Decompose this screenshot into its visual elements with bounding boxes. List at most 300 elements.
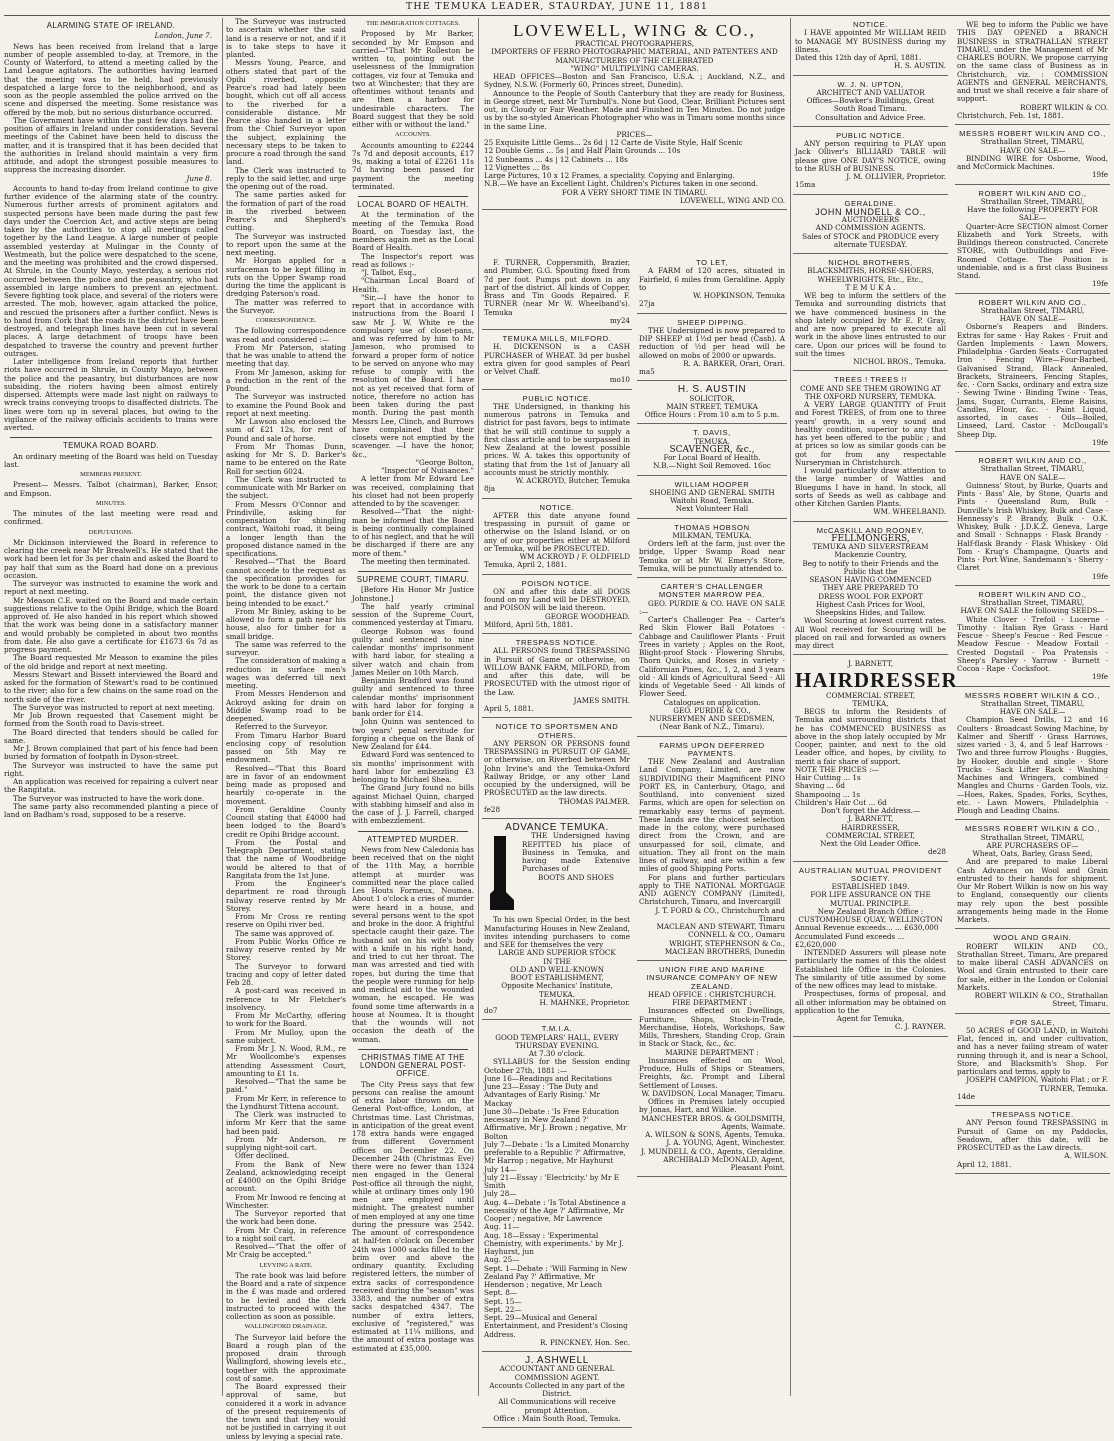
wilkin-implements-ad <box>955 296 1110 453</box>
date: Milford, April 5th, 1881. <box>484 619 573 629</box>
ad-line: PRACTICAL PHOTOGRAPHERS, <box>574 39 695 48</box>
signature: J. M. OLLIVIER, Proprietor. <box>846 172 946 181</box>
ref: my24 <box>609 315 630 325</box>
paragraph: At the termination of the meeting of the Temuka Road Board, on Tuesday last, the members again met as the Local Board of Health. <box>352 210 474 253</box>
ad-heading: THOMAS HOBSON <box>674 522 750 532</box>
paragraph: Referred to the Surveyor. <box>235 722 328 732</box>
ad-text: F. TURNER, Coppersmith, Brazier, and Plumber, G.G. Spouting fixed from 7d per foot. Pumps put down in any part of the district. All kinds of Copper, Brass and Tin Goods Repaired. F. TURNER (near Mr W. Wheelband's). Temuka <box>484 258 630 317</box>
ad-line: BLACKSMITHS, HORSE-SHOERS, WHEELWRIGHTS, Etc., Etc., <box>807 266 934 284</box>
paragraph: The following correspondence was read and considered :— <box>226 326 346 344</box>
ad-heading: PUBLIC NOTICE. <box>522 393 592 403</box>
paragraph: The half yearly criminal session of the Supreme Court, commenced yesterday at Timaru. <box>352 601 474 628</box>
column-3b <box>637 256 787 1179</box>
ad-line: Strathallan Street, TIMARU, <box>980 832 1085 842</box>
ad-line: HAVE ON SALE the following SEEDS— <box>960 606 1105 616</box>
ad-line: Strathallan Street, TIMARU, <box>980 464 1085 474</box>
ad-line: FELLMONGERS, <box>831 533 910 544</box>
headline-ireland: ALARMING STATE OF IRELAND. <box>46 21 176 30</box>
paragraph: The same was referred to the surveyor. <box>226 639 346 657</box>
agent-line: WRIGHT, STEPHENSON & Co., MACLEAN BROTHERS, Dunedin <box>664 938 785 956</box>
syllabus-item: Aug. 11— <box>484 1222 520 1232</box>
trespass-ad <box>482 636 632 718</box>
ad-line: FOR LIFE ASSURANCE ON THE MUTUAL PRINCIPLE. <box>810 890 931 908</box>
paragraph: From Mr Craig, in reference to a night soil cart. <box>226 1225 346 1243</box>
ad-text: Insurances effected on Wool, Produce, Hulls of Ships or Steamers, Freights, &c. Prompt and Liberal Settlement of Losses. <box>639 1055 785 1090</box>
ad-line: TEMUKA AND SILVERSTREAM <box>812 542 929 551</box>
paragraph: Edward Ford was sentenced to six months' imprisonment with hard labor for embezzling £3 belonging to Michael Shea. <box>352 750 474 784</box>
price-line: Children's Hair Cut ... 6d <box>795 797 887 807</box>
ad-text: White Clover · Trefoil · Lucerne · Timothy · Italian Rye Grass · Hard Fescue · Sheep's Fescue · Red Fescue · Meadow Fescue · Meadow Foxtail · Crested Dogstail · Poa Pratensis · Sheep's Parsley · Yarrow · Burnett · Cocoa · Rape · Cocksfoot. <box>957 614 1108 673</box>
column-1 <box>4 18 218 1396</box>
wilkin-purchasers-ad <box>955 822 1110 929</box>
column-4 <box>793 18 1110 1396</box>
ad-text: Announce to the People of South Canterbury that they are ready for Business, in George street, next Mr Turnbull's. None but Good, Clear, Brilliant Pictures sent out, in Cloudy or Fair Weather. Made and Finished in Ten Minutes. Do not judge us by the so-styled American Photographer who was in Timaru some months since in the same Line. <box>484 88 785 131</box>
sportsmen-ad <box>482 720 632 819</box>
paragraph: From Mr Jameson, asking for a reduction in the rent of the Pound. <box>226 367 346 393</box>
paragraph: From Mr Thomas Dunn, asking for Mr S. D. Barker's name to be entered on the Rate Roll for section 6024. <box>226 441 346 476</box>
to-let-ad <box>637 256 787 314</box>
column-4a <box>793 18 958 1039</box>
ad-line: Have the following PROPERTY FOR SALE— <box>967 205 1098 223</box>
subhead: LEVYING A RATE. <box>259 1261 313 1269</box>
wilkin-drills-ad <box>955 689 1110 821</box>
price-line: Accumulated Fund exceeds ... £2,620,000 <box>795 931 905 949</box>
paragraph: The Clerk was instructed to inform Mr Kerr that the same had been paid. <box>226 1110 346 1136</box>
price-line: Large Pictures, 10 x 12 Frames, a speciality. Copying and Enlarging. <box>484 171 735 180</box>
divider <box>358 831 468 832</box>
paragraph: The Surveyor laid before the Board a rough plan of the proposed drain through Wallingford, showing levels etc., together with the approximate cost of same. <box>226 1332 346 1383</box>
ad-text: A VERY LARGE QUANTITY of Fruit and Forest TREES, of from one to three years' growth, in a very sound and healthy condition, superior to any that has yet been offered to the public ; and at prices so low as similar goods can be got for from any respectable Nurseryman in Christchurch. <box>795 400 946 467</box>
ad-line: ARE PURCHASERS OF— <box>986 840 1079 850</box>
syllabus-item: June 30—Debate : 'Is Free Education necessary in New Zealand ?' Affirmative, Mr J. Brown ; negative, Mr Bolton <box>484 1106 627 1141</box>
ad-line: TEMUKA, <box>852 698 889 708</box>
paragraph: The Board directed that tenders should be called for same. <box>4 727 218 745</box>
subhead: THE IMMIGRATION COTTAGES. <box>366 20 460 27</box>
ad-line: FOR A VERY SHORT TIME IN TIMARU. <box>561 187 708 197</box>
wilkin-liquor-ad <box>955 454 1110 586</box>
ad-text: BINDING WIRE for Osborne, Wood, and McCormick Machines. <box>957 153 1108 171</box>
ad-heading: CARTER'S CHALLENGER MONSTER MARROW PEA. <box>658 582 766 600</box>
ad-line: Strathallan Street, TIMARU, <box>980 598 1085 607</box>
ad-line: Consultation and Advice Free. <box>815 112 926 122</box>
ad-line: At 7.30 o'clock. <box>528 1049 586 1058</box>
ad-line: LARGE AND SUPERIOR STOCK <box>498 948 616 958</box>
signature: H. MAHNKE, Proprietor. <box>539 997 630 1007</box>
paragraph: From Mr Binley, asking to be allowed to form a path near his house, also for timber for a small bridge. <box>226 606 346 641</box>
ad-line: PRICES— <box>616 129 653 139</box>
paragraph: News has been received from Ireland that a large number of people assembled to-day, at Tremore, in the County of Waterford, to attend a meeting called by the Land League agitators. The authorities having learned that the meeting was to be held, had previously despatched a large force to the neighborhood, and as soon as the people assembled the police arrived on the scene and dispersed the meeting. Some resistance was offered by the mob, but no serious disturbance occurred. <box>4 41 218 117</box>
agent-line: ARCHIBALD McDONALD, Agent, Pleasant Point. <box>663 1154 785 1172</box>
column-3a <box>482 256 632 1430</box>
column-rule <box>478 18 479 1396</box>
signature: A. WILSON. <box>1064 1151 1108 1161</box>
ad-text: WE beg to inform the Public we have THIS DAY OPENED a BRANCH BUSINESS in STRATHALLAN STREET TIMARU, under the Management of Mr CHARLES BOURN. We propose carrying on the same class of Business as in Christchurch, viz. : COMMISSION AGENTS and GENERAL MERCHANTS, and trust we shall receive a fair share of support. <box>957 20 1108 104</box>
signature: ROBERT WILKIN & CO. <box>1020 102 1108 112</box>
ref: 19fe <box>1091 437 1108 447</box>
syllabus-item: July 7—Debate : 'Is a Limited Monarchy preferable to a Republic ?' Affirmative, Mr Harrop ; negative, Mr Hayhurst <box>484 1139 630 1166</box>
ref: 8ja <box>484 484 496 494</box>
ref: 15ma <box>795 180 816 190</box>
ad-text: THE Undersigned, in thanking his numerous patrons in Temuka and district for past favors, begs to intimate that he will still continue to supply a first class article and to be surpassed in New Zealand at the lowest possible prices. W. A. takes this opportunity of stating that from the 1st of January all accounts must be strictly monthly. <box>484 401 630 477</box>
paragraph: From Mr Inwood re fencing at Winchester. <box>226 1192 346 1210</box>
signature: R. A. BARKER, Orari, Orari. <box>683 358 785 368</box>
ashwell-ad <box>482 1354 632 1428</box>
public-notice-ad <box>482 392 632 499</box>
notice-ad <box>482 501 632 575</box>
ad-text: Osborne's Reapers and Binders. Extras for same · Hay Rakes · Fruit and Garden Implements · Lawn Mowers, Philadelphia · Garden Seats · Corrugated Iron · Fencing Wire—Four-Barbed, Galvanised Strand, Black Annealed, Brackets, Straineers, Fencing Staples, &c. · Corn Sacks, ordinary and extra size · Sewing Twine · Binding Twine · Teas, Jams, Sugar, Currants, Eleme Raisins, Candles, Flour, &c. · Paint Liquid, assorted, in cases · Oils—Boiled, Linseed, Lard, Castor · McDougall's Sheep Dip. <box>957 322 1108 439</box>
subhead: MINUTES. <box>96 499 126 507</box>
subhead: MEMBERS PRESENT. <box>80 471 142 478</box>
fellmongers-ad <box>793 524 948 656</box>
ad-heading: TRESPASS NOTICE. <box>515 638 599 647</box>
upton-ad <box>793 78 948 127</box>
paragraph: The Surveyor was instructed to report at next meeting. <box>13 702 215 712</box>
ref: 19fe <box>1091 672 1108 682</box>
paragraph: From Mr J. N. Wood, R.M., re Mr Woollcombe's expenses attending Assessment Court, amounting to £1 1s. <box>226 1044 346 1078</box>
paragraph: From Geraldine County Council stating that £4000 had been lodged to the Board's credit re Opihi Bridge account. <box>226 804 346 839</box>
paragraph: A post-card was received in reference to Mr Fletcher's insolvency. <box>226 986 346 1012</box>
signature: THOMAS PALMER. <box>558 796 630 806</box>
ad-heading: SHEEP DIPPING. <box>677 317 747 327</box>
headline-health: LOCAL BOARD OF HEALTH. <box>357 200 469 209</box>
divider <box>358 196 468 197</box>
ad-text: Guinness' Stout, by Burke, Quarts and Pints · Bass' Ale, by Stone, Quarts and Pints · Queensland Rum, Bulk · Dunville's Irish Whiskey, Bulk and Case · Hennessy's P. Brandy, Bulk · O.K. Whiskey, Bulk · J.D.K.Z. Geneva, Large and Small · Schnapps · Flask Brandy · Half-flask Brandy · Flask Whiskey · Old Tom · Krug's Champagne, Quarts and Pints · Port Wine, Sandemann's · Sherry · Claret <box>957 480 1108 573</box>
price-line: 12 Double Gems ... 5s | and Half Plain Grounds ... 10s <box>484 146 681 156</box>
paragraph: Mr Meason C.E. waited on the Board and made certain suggestions relative to the Opihi Bridge, which the Board approved of. He also handed in his report which showed that the work was being done in a satisfactory manner and would probably be completed in about two months from date. He also gave a certificate for £1673 6s 7d as progress payment. <box>4 595 218 654</box>
paragraph: "J. Talbot, Esq., <box>361 268 417 277</box>
signature: NICHOL BROS., Temuka. <box>853 357 946 366</box>
paragraph: From Mr Kerr, in reference to the Lyndhurst Tittena account. <box>226 1093 346 1111</box>
date: April 12, 1881. <box>957 1159 1012 1169</box>
ad-line: Strathallan Street, TIMARU, <box>980 137 1085 147</box>
paragraph: The Clerk was instructed to communicate with Mr Barker on the subject. <box>226 474 346 501</box>
ref: 14de <box>957 1091 976 1101</box>
ad-line: HAIRDRESSER, <box>841 822 900 832</box>
ad-line: Mackenzie Country, <box>834 550 907 560</box>
union-ad <box>637 963 787 1177</box>
advance-temuka-ad <box>482 821 632 1020</box>
syllabus-item: July 14— <box>484 1164 517 1174</box>
paragraph: The same party also recommended planting a piece of land on Badham's road, supposed to be a reserve. <box>4 801 218 819</box>
purdie-ad <box>637 580 787 737</box>
ad-line: Waitohi Road, Temuka. <box>670 496 754 505</box>
paragraph: Mr Dickinson interviewed the Board in reference to clearing the creek near Mr Brealwell's. He stated that the work had been let for 3s per chain and asked the Board to pay half that sum as the Board had done on a previous occasion. <box>4 537 218 580</box>
ref: mo10 <box>609 375 630 385</box>
ad-line: Next Volunteer Hall <box>675 504 749 514</box>
paragraph: From Timaru Harbor Board enclosing copy of resolution passed on 5th May re endowment. <box>226 730 346 765</box>
divider <box>358 571 468 572</box>
ad-heading: JOHN MUNDELL & CO., <box>815 206 926 217</box>
sheep-ad <box>637 316 787 382</box>
paragraph: Present— Messrs. Talbot (chairman), Barker, Ensor, and Empson. <box>4 480 218 498</box>
paragraph: The minutes of the last meeting were read and confirmed. <box>4 509 218 527</box>
column-rule <box>790 18 791 1396</box>
ad-heading: J. ASHWELL <box>525 1355 589 1366</box>
paragraph: Resolved—"That the same be paid." <box>226 1077 346 1095</box>
ref: 27ja <box>639 299 655 309</box>
ad-line: HEAD OFFICE : CHRISTCHURCH. <box>647 989 777 999</box>
headline-road-board: TEMUKA ROAD BOARD. <box>62 441 159 451</box>
ad-line: IMPORTERS OF FERRO PHOTOGRAPHIC MATERIAL, AND PATENTEES AND MANUFACTURERS OF THE CELEBRATED <box>491 47 778 65</box>
agent-line: J. T. FORD & CO., Christchurch and Timaru <box>655 905 785 923</box>
paragraph: From the Postal and Telegraph Department, stating that the name of Woodbridge would be altered to that of Rangitata from the 1st June. <box>226 837 346 880</box>
masthead: THE TEMUKA LEADER, STAURDAY, JUNE 11, 1881 <box>405 1 709 12</box>
paragraph: From Public Works Office re railway reserve rented by Mr Storey. <box>226 936 346 963</box>
paragraph: An application was received for repairing a culvert near the Rangitata. <box>4 777 218 795</box>
ad-line: Next the Old Leader Office. <box>820 839 921 848</box>
syllabus-item: Sept. 1—Debate : 'Will Farming in New Zealand Pay ?' Affirmative, Mr Henderson ; negative, Mr Leach <box>484 1263 628 1289</box>
ad-text: Insurances effected on Dwellings, Furniture, Shops, Stock-in-Trade, Merchandise, Hotels, Workshops, Saw Mills, Threshers, Standing Crop, Grain in Stack or Stack, &c., &c. <box>639 1006 785 1049</box>
ad-line: ACCOUNTANT AND GENERAL COMMISSION AGENT. <box>499 1364 615 1382</box>
syllabus-item: Aug. 4—Debate : 'Is Total Abstinence a necessity of the Age ?' Affirmative, Mr Cooper ; negative, Mr Lawrence <box>484 1197 626 1223</box>
subhead: DEPUTATIONS. <box>88 528 134 536</box>
austin-notice-ad <box>793 18 948 76</box>
paragraph: Resolved—"That this Board are in favor of an endowment being made as proposed and heartily co-operate in the movement. <box>226 763 346 806</box>
paragraph: The Board requested Mr Meason to examine the piles of the old bridge and report at next meeting. <box>4 653 218 671</box>
date: April 5, 1881. <box>484 704 534 713</box>
poison-ad <box>482 577 632 635</box>
ad-line: BOOTS AND SHOES <box>538 872 614 882</box>
ad-heading: TO LET, <box>696 258 728 267</box>
paragraph: "Chairman Local Board of Health. <box>352 276 474 294</box>
austin-ad <box>637 383 787 424</box>
ref: 19fe <box>1091 279 1108 289</box>
ad-text: ROBERT WILKIN AND CO., Strathallan Street, Timaru, Are prepared to make liberal CASH ADVANCES on Wool and Grain entrusted to their care for sale, either in the London or Colonial Markets. <box>957 941 1108 992</box>
signature: "Inspector of Nuisances." <box>381 466 474 475</box>
paragraph: Resolved—"That the Board cannot accede to the request as the specification provides for the work to be done to a certain point, the distance given not being intended to be exact." <box>226 557 346 608</box>
ad-line: MAIN STREET, TEMUKA <box>666 401 758 411</box>
ad-line: T E M U K A . <box>845 282 896 292</box>
ad-heading: NOTICE. <box>853 20 888 29</box>
ad-line: Accounts Collected in any part of the District. <box>489 1380 625 1398</box>
ad-text: Quarter-Acre SECTION almost Corner Elizabeth and York Streets, with Buildings thereon constructed. Concrete STORE, with Outbuildings and Five-Roomed Cottage. The Position is undeniable, and is a first class Business Stand. <box>957 221 1108 280</box>
ad-line: SCAVENGER, &c., <box>669 444 755 455</box>
agent-line: J. A. YOUNG, Agent, Winchester. <box>666 1138 785 1148</box>
ad-line: Beg to notify to their Friends and the Public that the <box>802 558 939 576</box>
syllabus-item: Sept. 22— <box>484 1304 522 1314</box>
ad-text: I HAVE appointed Mr WILLIAM REID to MANAGE MY BUSINESS during my illness. <box>795 28 946 54</box>
ad-text: WE beg to inform the settlers of the Temuka and surrounding districts that we have commenced business in the shop lately occupied by Mr E. P. Gray, and are now prepared to execute all work in the above lines entrusted to our care. Upon our prices will be found to suit the times <box>795 291 946 358</box>
ad-line: Agent for Temuka, <box>836 1014 905 1023</box>
paragraph: The consideration of making a reduction in surface men's wages was deferred till next meeting. <box>226 656 346 690</box>
headline-murder: ATTEMPTED MURDER. <box>367 834 459 844</box>
wilson-trespass-ad <box>955 1108 1110 1174</box>
ad-heading: ROBERT WILKIN AND CO., <box>978 188 1087 198</box>
syllabus-item: June 16—Readings and Recitations <box>484 1073 612 1083</box>
ad-line: Office Hours : From 10 a.m to 5 p.m. <box>644 410 780 419</box>
ad-line: THEY ARE PREPARED TO <box>822 583 919 593</box>
paragraph: The matter was referred to the Surveyor. <box>226 297 346 315</box>
signature: W. ACKROYD, Butcher, Temuka <box>515 476 630 485</box>
ad-line: AND COMMISSION AGENTS. <box>815 223 926 233</box>
ad-heading: TEMUKA MILLS, MILFORD. <box>502 334 612 343</box>
paragraph: Mr Job Brown requested that Casement might be formed from the South road to Davis-street. <box>4 711 218 729</box>
ad-line: BOOT ESTABLISHMENT, <box>510 973 604 982</box>
date: Dated this 12th day of April, 1881. <box>795 53 922 62</box>
mundell-ad <box>793 197 948 255</box>
nichol-ad <box>793 256 948 371</box>
paragraph: [Before His Honor Mr Justice Johnstone.] <box>352 585 474 603</box>
signature: H. S. AUSTIN. <box>894 61 946 71</box>
ad-line: HAVE ON SALE— <box>999 707 1066 716</box>
ad-text: Offices in Premises lately occupied by Jonas, Hart, and Wilkie. <box>639 1097 785 1115</box>
paragraph: A letter from Mr Edward Lee was received, complaining that his closet had not been properly attended to by the scavenger. <box>352 474 474 508</box>
ad-heading: ROBERT WILKIN AND CO., <box>978 297 1087 307</box>
paragraph: The Grand Jury found no bills against Michael Quinn, charged with stabbing himself and also in the case of J. J. Farrell, charged with embezzlement. <box>352 783 474 826</box>
agent-line: J. MUNDELL & CO., Agents, Geraldine. <box>641 1146 785 1156</box>
signature: WM ACKROYD / F. OLDFIELD <box>519 552 630 561</box>
ad-title: LOVEWELL, WING & CO., <box>513 21 756 40</box>
davis-ad <box>637 426 787 475</box>
ad-text: A FARM of 120 acres, situated in Fairfield, 6 miles from Geraldine. Apply to <box>639 266 785 292</box>
paragraph: The Surveyor was instructed to ascertain whether the said land is a reserve or not, and if it is to take steps to have it planted. <box>226 17 346 59</box>
paragraph: From Mr McCarthy, offering to work for the Board. <box>226 1011 346 1029</box>
column-2a <box>226 17 346 1441</box>
column-rule <box>222 18 223 1396</box>
ad-title: HAIRDRESSER <box>795 667 958 692</box>
agent-line: MANCHESTER BROS. & GOLDSMITH, Agents, Waimate. <box>641 1113 785 1131</box>
syllabus-item: June 23—Essay : 'The Duty and Advantages of Early Rising.' Mr Mackay <box>484 1082 600 1108</box>
paragraph: Benjamin Bradford was found guilty and sentenced to three calendar months' imprisonment with hard labor for forging a bank order for £14. <box>352 676 474 718</box>
divider <box>358 1049 468 1050</box>
paragraph: The rate book was laid before the Board and a rate of sixpence in the £ was made and ordered to be levied and the clerk instructed to proceed with the collection as soon as possible. <box>226 1270 346 1321</box>
ad-heading: FOR SALE, <box>1009 1017 1056 1027</box>
paragraph: The Surveyor reported that the work had been done. <box>226 1209 346 1227</box>
paragraph: From Messrs Henderson and Ackroyd asking for drain on Middle Swamp road to be deepened. <box>226 689 346 723</box>
ad-text: And are prepared to make Liberal Cash Advances on Wool and Grain entrusted to their hands for shipment. Our Mr Robert Wilkin is now on his way to England, consequently our clients may rely upon the best possible arrangements being made in the Home Markets. <box>957 857 1108 924</box>
ad-line: Opposite Mechanics' Institute, TEMUKA. <box>501 981 613 999</box>
signature: ROBERT WILKIN & CO., Strathallan Street, Timaru. <box>974 991 1108 1009</box>
mills-ad <box>482 332 632 390</box>
hooper-ad <box>637 478 787 519</box>
ad-line: Strathallan Street, TIMARU, <box>980 305 1085 315</box>
paragraph: The same was approved of. <box>235 928 335 938</box>
paragraph: An ordinary meeting of the Board was held on Tuesday last. <box>4 451 218 469</box>
syllabus-item: Aug. 18—Essay : 'Experimental Chemistry, with experiments.' by Mr J. Hayhurst, jun <box>484 1230 624 1256</box>
column-4b <box>955 18 1110 1176</box>
ad-line: J. BARNETT, <box>847 659 894 669</box>
ad-line: "WING" MULTIPLYING CAMERAS. <box>570 63 699 73</box>
wilkin-property-ad <box>955 187 1110 294</box>
signature: GEORGE WOODHEAD. <box>545 611 630 621</box>
syllabus-item: Sept. 15— <box>484 1296 522 1306</box>
headline-christmas: CHRISTMAS TIME AT THE LONDON GENERAL POST-OFFICE. <box>359 1052 467 1079</box>
ad-text: Wool Scouring at lowest current rates. All Wool received for Scouring will be placed on rail and forwarded as owners may direct <box>795 616 946 650</box>
turner-ad <box>482 256 632 330</box>
ad-line: Don't forget the Address.— <box>820 806 921 815</box>
lovewell-ad <box>482 18 787 210</box>
paragraph: Offer declined. <box>235 1151 290 1161</box>
ref: de28 <box>927 847 946 857</box>
ad-text: ON and after this date all DOGS found on my Land will be DESTROYED, and POISON will be laid thereon. <box>484 586 630 613</box>
signature: LOVEWELL, WING AND CO. <box>679 195 785 205</box>
hobson-ad <box>637 521 787 579</box>
ad-line: COMMERCIAL STREET, <box>826 690 915 700</box>
amp-ad <box>793 864 948 1037</box>
ad-heading: WOOL AND GRAIN. <box>993 933 1072 943</box>
boot-icon <box>486 834 516 914</box>
trees-ad <box>793 373 948 521</box>
ad-text: THE Undersigned is now prepared to DIP SHEEP at 1½d per head (Cash). A reduction of ½d per head will be allowed on mobs of 2000 or upwards. <box>639 325 785 360</box>
ad-heading: GERALDINE. <box>844 198 897 208</box>
column-2b <box>352 18 474 1396</box>
paragraph: News from New Caledonia has been received that on the night of the 11th May, a horrible attempt at murder was committed near the place called Les Houts Formeux, Noumea. About 1 o'clock a cries of murder were heard in a house, and several persons went to the spot and broke in the door. A frightful spectacle caught their gaze. The husband sat on his wife's body with a knife in his right hand, and tried to cut her throat. The man was arrested and tied with ropes, but during the time that the people were running for help and medical aid to the wounded woman, he escaped. He was found some time afterwards in a house at Noumea. It is thought that the wounds will not occasion the death of the woman. <box>352 844 474 1044</box>
paragraph: Resolved—"That the night-man be informed that the Board is being continually complained to of his neglect, and that he will be discharged if there are any more of them." <box>352 507 474 558</box>
signature: JAMES SMITH. <box>573 695 630 705</box>
syllabus-item: July 28— <box>484 1189 517 1199</box>
paragraph: The Board expressed their approval of same, but considered it a work in advance of the present requirements of the town and that they would not be justified in carrying it out unless by levying a special rate. <box>226 1382 346 1441</box>
ad-line: CUSTOMHOUSE QUAY, WELLINGTON <box>798 915 943 924</box>
agent-line: MACLEAN AND STEWART, Timaru <box>656 922 785 931</box>
ad-heading: W. J. N. UPTON, <box>837 79 904 89</box>
signature: JOSEPH CAMPION, Waitohi Flat ; or F. TURNER, Temuka. <box>966 1075 1108 1093</box>
ad-text: INTENDED Assurers will please note particularly the names of this the oldest Established life Office in the Colonies. The similarity of title assumed by some of the new offices may lead to mistake. <box>795 948 946 990</box>
ad-line: HAVE ON SALE— <box>999 472 1066 482</box>
ad-text: Orders left at the farm, just over the bridge, Upper Swamp Road near Temuka or at Mr W. Emery's Store, Temuka, will be punctually attended to. <box>639 539 785 573</box>
ad-line: IN THE <box>543 956 571 966</box>
ad-text: I would particularly draw attention to the large number of Wattles and Bluegums I have in hand. In stock, all sorts of Seeds as well as cabbage and other Kitchen Garden Plants. <box>795 466 946 508</box>
column-3 <box>482 18 787 1423</box>
paragraph: From Mr Mulloy, upon the same subject. <box>226 1027 346 1045</box>
price-line: Shaving ... 6d <box>795 781 846 791</box>
ad-line: Catalogues on application. <box>663 697 761 707</box>
paragraph: Accounts amounting to £2244 7s 7d and deposit accounts, £17 9s, making a total of £2261 11s 7d having been passed for payment the meeting terminated. <box>352 140 474 191</box>
ad-text: Carter's Challenger Pea · Carter's Red Skin Flower Ball Potatoes · Cabbage and Cauliflower Plants · Fruit Trees in variety ; Apples on the Root, Blight-proof Stock · Flowering Shrubs, Thorn Quicks, and Roses in variety · Californian Pines, &c., 1, 2, and 3 years old · All kinds of Agricultural Seed · All kinds of Vegetable Seed · All kinds of Flower Seed. <box>639 615 785 699</box>
ad-heading: TREES ! TREES !! <box>834 375 907 385</box>
headline-supreme-court: SUPREME COURT, TIMARU. <box>356 575 470 584</box>
ad-text: ANY Person found TRESPASSING in Pursuit of Game on my Paddocks, Seadown, after this date, will be PROSECUTED as the Law directs. <box>957 1118 1108 1152</box>
wilkin-wire-ad <box>955 127 1110 185</box>
ad-text: ALL PERSONS found TRESPASSING in Pursuit of Game or otherwise, on WILLOW BANK FARM, MILFORD, from and after this date, will be PROSECUTED with the utmost rigor of the Law. <box>484 646 630 697</box>
ad-heading: NOTICE TO SPORTSMEN AND OTHERS. <box>495 722 619 740</box>
ad-line: COME AND SEE THEM GROWING AT THE OXFORD NURSERY, TEMUKA. <box>800 383 941 401</box>
ad-line: N.B.—Night Soil Removed. 16oc <box>653 461 771 471</box>
paragraph: The Clerk was instructed to reply to the said letter, and urge the opening out of the road. <box>226 165 346 191</box>
paragraph: From Mr Anderson, re supplying night-soil cart. <box>226 1134 346 1152</box>
ad-line: AUCTIONEERS <box>841 215 900 224</box>
paragraph: Later intelligence from Ireland reports that further riots have occurred in Shrule, in County Mayo, between the police and the peasantry, but disturbances are now subsiding, the rioters having been almost entirely dispersed. Attempts were made last night on railways to wreck trains conveying troops to disaffected districts. The lines were torn up in several places, but owing to the vigilance of the railway officials accidents to trains were averted. <box>4 357 218 432</box>
ad-text: Prospectuses, forms of proposal, and all other information may be obtained on application to the <box>795 989 946 1015</box>
paragraph: "Sir,—I have the honor to report that in accordance with instructions from the Board I saw Mr J. W. White re the compulsory use of closet-pans, and was referred by him to Mr Jameson, who promised to forward a proper form of notice to be served on anyone who may refuse to comply with the resolution of the Board. I have not as yet received that form of notice, therefore no action has been taken during the past month. During the past month Messrs Lee, Clinch, and Burrows have complained that their closets were not emptied by the scavenger. —I have the honor, &c., <box>352 292 474 459</box>
ad-heading: MESSRS ROBERT WILKIN AND CO., <box>959 129 1106 138</box>
ad-text: To his own Special Order, in the best Manufacturing Houses in New Zealand, invites intending purchasers to come and SEE for themselves the very <box>484 915 630 949</box>
ad-line: ESTABLISHED 1849. <box>831 882 910 891</box>
ad-heading: MESSRS ROBERT WILKIN & CO., <box>965 824 1100 834</box>
ad-heading: ROBERT WILKIN AND CO., <box>978 456 1087 465</box>
ad-line: FIRE DEPARTMENT : <box>672 998 752 1007</box>
ad-text: 50 ACRES of GOOD LAND, in Waitohi Flat, fenced in, and under cultivation, and has a never failing stream of water running through it, and is near a School, Store, and Blacksmith's Shop. For particulars and terms, apply to <box>957 1025 1108 1076</box>
templars-ad <box>482 1022 632 1352</box>
paragraph: The surveyor was instructed to examine the work and report at next meeting. <box>4 579 218 597</box>
ad-heading: NICHOL BROTHERS, <box>828 258 913 267</box>
ad-line: For Local Board of Health. <box>663 453 761 462</box>
dateline: London, June 7. <box>154 31 212 41</box>
ad-line: OLD AND WELL-KNOWN <box>509 964 605 974</box>
ad-text: BEGS to inform the Residents of Temuka and surrounding districts that he has COMMENCED BUSINESS as above in the shop lately occupied by Mr Cooper, painter, and next to the old Leader office, and hopes, by civility, to merit a fair share of support. <box>795 707 946 766</box>
paragraph: Mr Lawson also enclosed the sum of £21 12s, for rent of Pound and sale of horse. <box>226 417 346 443</box>
ad-text: H. DICKENSON is a CASH PURCHASER of WHEAT. 3d per bushel extra given for good samples of Pearl or Velvet Chaff. <box>484 342 630 376</box>
ad-line: GEO. PURDIE & CO., <box>673 705 751 715</box>
date: Christchurch, Feb. 1st, 1881. <box>957 110 1064 120</box>
paragraph: The Surveyor was instructed to have the work done. <box>13 793 205 803</box>
ad-line: HAVE ON SALE— <box>999 314 1066 323</box>
ad-line: Strathallan Street, TIMARU, <box>980 196 1085 206</box>
ad-line: SHOEING AND GENERAL SMITH <box>649 487 775 497</box>
paragraph: The Surveyor was instructed to report upon the same at the next meeting. <box>226 231 346 257</box>
ad-heading: T. DAVIS, <box>693 428 731 438</box>
ad-text: ANY PERSON OR PERSONS found TRESPASSING in PURSUIT OF GAME, or otherwise, on Riverbed between Mr John Irvine's and the Temuka-Oxford Railway Bridge, or any other Land occupied by the undersigned, will be PROSECUTED as the law directs. <box>484 738 630 798</box>
syllabus-item: Sept. 29—Musical and General Entertainment, and President's Closing Address. <box>484 1313 628 1339</box>
